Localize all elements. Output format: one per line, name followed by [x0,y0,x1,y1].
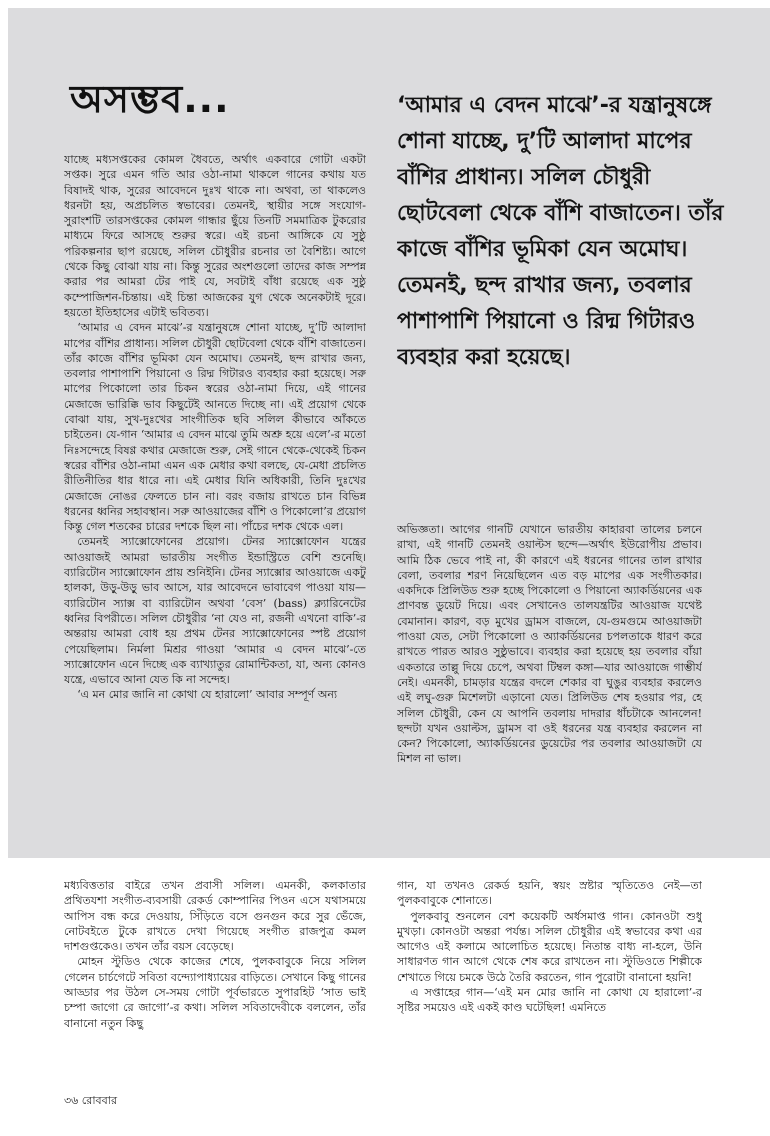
page-folio: ৩৬ রোববার [64,1094,117,1107]
paragraph: যাচ্ছে মধ্যসপ্তকের কোমল ধৈবতে, অর্থাৎ একবারে গোটা একটা সপ্তক। সুরে এমন গতি আর ওঠা-নামা থাকলে গানের কথায় যত বিষাদই থাক, সুরের আবেদনে দুঃখ থাকে না। অথবা, তা থাকলেও ধরনটা হয়, অপ্রচলিত স্বভাবের। তেমনই, স্থায়ীর সঙ্গে সংযোগ-সুরাংশটি তারসপ্তকের কোমল গান্ধার ছুঁয়ে তিনটি সমমাত্রিক টুকরোর মাধ্যমে ফিরে আসছে শুরুর স্বরে। এই রচনা আঙ্গিকে যে সুষ্ঠু পরিকল্পনার ছাপ রয়েছে, সলিল চৌধুরীর রচনার তা বৈশিষ্ট্য। আগে থেকে কিছু বোঝা যায় না। কিন্তু সুরের অংশগুলো তাদের কাজ সম্পন্ন করার পর আমরা টের পাই যে, সবটাই বাঁধা রয়েছে এক সুষ্ঠু কম্পোজিশন-চিন্তায়। এই চিন্তা আজকের যুগ থেকে অনেকটাই দূরে। হয়তো ইতিহাসের এটাই ভবিতব্য। [64,153,366,319]
right-column-text [397,522,702,847]
paragraph: ‘এ মন মোর জানি না কোথা যে হারালো’ আবার সম্পূর্ণ অন্য [77,688,338,702]
left-column-text [64,152,366,842]
page-heading: অসম্ভব... [70,77,230,121]
paragraph: এ সপ্তাহের গান—‘এই মন মোর জানি না কোথা যে হারালো’-র সৃষ্টির সময়েও এই একই কাণ্ড ঘটেছিল! এমনিতে [397,986,702,1015]
paragraph: পুলকবাবু শুনলেন বেশ কয়েকটি অর্ধসমাপ্ত গান। কোনওটা শুধু মুখড়া। কোনওটা অন্তরা পর্যন্ত। সলিল চৌধুরীর এই স্বভাবের কথা এর আগেও এই কলামে আলোচিত হয়েছে। নিতান্ত বাধ্য না-হলে, উনি সাধারণত গান আগে থেকে শেষ করে রাখতেন না। স্টুডিওতে শিল্পীকে শেখাতে গিয়ে চমকে উঠে তৈরি করতেন, গান পুরোটা বানানো হয়নি! [397,909,702,984]
paragraph: তেমনই স্যাক্সোফোনের প্রয়োগ। টেনর স্যাক্সোফোন যন্ত্রের আওয়াজই আমরা ভারতীয় সংগীত ইন্ডাস্ট্রিতে বেশি শুনেছি। ব্যারিটোন স্যাক্সোফোন প্রায় শুনিইনি। টেনর স্যাক্সোর আওয়াজে একটু হালকা, উড়ু-উড়ু ভাব আসে, যার আবেদনে ভাবাবেগ পাওয়া যায়—ব্যারিটোন স্যাক্স বা ব্যারিটোন অথবা ‘বেস’ (bass) ক্ল্যারিনেটের ধ্বনির বিপরীতে। সলিল চৌধুরীর ‘না যেও না, রজনী এখনো বাকি’-র অন্তরায় আমরা বোধ হয় প্রথম টেনর স্যাক্সোফোনের স্পষ্ট প্রয়োগ পেয়েছিলাম। নির্মলা মিশ্রর গাওয়া ‘আমার এ বেদন মাঝে’-তে স্যাক্সোফোন এনে দিচ্ছে এক ব্যাখ্যাতুর রোমান্টিকতা, যা, অন্য কোনও যন্ত্রে, এভাবে আনা যেত কি না সন্দেহ। [64,535,366,687]
paragraph: মোহন স্টুডিও থেকে কাজের শেষে, পুলকবাবুকে নিয়ে সলিল গেলেন চার্চগেটে সবিতা বন্দ্যোপাধ্যায়ের বাড়িতে। সেখানে কিছু গানের আড্ডার পর উঠল সে-সময় গোটা পূর্বভারতে সুপারহিট ‘সাত ভাই চম্পা জাগো রে জাগো’-র কথা। সলিল সবিতাদেবীকে বললেন, তাঁর বানানো নতুন কিছু [64,955,366,1030]
paragraph: গান, যা তখনও রেকর্ড হয়নি, স্বয়ং স্রষ্টার স্মৃতিতেও নেই—তা পুলকবাবুকে শোনাতে। [397,879,702,908]
paragraph: অভিজ্ঞতা। আগের গানটি যেখানে ভারতীয় কাহারবা তালের চলনে রাখা, এই গানটি তেমনই ওয়াল্টস ছন্দে—অর্থাৎ ইউরোপীয় প্রভাব। আমি ঠিক ভেবে পাই না, কী কারণে এই ধরনের গানের তাল রাখার বেলা, তবলার শরণ নিয়েছিলেন এত বড় মাপের এক সংগীতকার। একদিকে প্রিলিউড শুরু হচ্ছে পিকোলো ও পিয়ানো অ্যাকর্ডিয়নের এক প্রাণবন্ত ডুয়েট দিয়ে। এবং সেখানেও তালযন্ত্রটির আওয়াজ যথেষ্ট বেমানান। কারণ, বড় মুখের ড্রামস বাজলে, যে-গুমগুমে আওয়াজটা পাওয়া যেত, সেটা পিকোলো ও অ্যাকর্ডিয়নের চপলতাকে ধারণ করে রাখতে পারত আরও সুষ্ঠুভাবে। ব্যবহার করা হয়েছে হয় তবলার বাঁয়া একতারে তাল্লু দিয়ে চেপে, অথবা টিম্বল কঙ্গা—যার আওয়াজে গাম্ভীর্য নেই। এমনকী, চামড়ার যন্ত্রের বদলে শেকার বা ঘুঙুর ব্যবহার করলেও এই লঘু-গুরু মিশেলটা এড়ানো যেত। প্রিলিউড শেষ হওয়ার পর, হে সলিল চৌধুরী, কেন যে আপনি তবলায় দাদরার ধাঁচটাকে আনলেন! ছন্দটা যখন ওয়াল্টস, ড্রামস বা ওই ধরনের যন্ত্র ব্যবহার করলেন না কেন? পিকোলো, অ্যাকর্ডিয়নের ডুয়েটের পর তবলার আওয়াজটা যে মিশল না ভাল। [397,523,702,766]
bottom-left-column-text [64,878,366,1078]
paragraph: ‘আমার এ বেদন মাঝে’-র যন্ত্রানুষঙ্গে শোনা যাচ্ছে, দু’টি আলাদা মাপের বাঁশির প্রাধান্য। সলিল চৌধুরী ছোটবেলা থেকে বাঁশি বাজাতেন। তাঁর কাজে বাঁশির ভূমিকা যেন অমোঘ। তেমনই, ছন্দ রাখার জন্য, তবলার পাশাপাশি পিয়ানো ও রিদ্ম গিটারও ব্যবহার করা হয়েছে। সরু মাপের পিকোলো তার চিকন স্বরের ওঠা-নামা দিয়ে, এই গানের মেজাজে ভারিক্কি ভাব কিছুটেই আনতে দিচ্ছে না। এই প্রয়োগ থেকে বোঝা যায়, সুখ-দুঃখের সাংগীতিক ছবি সলিল কীভাবে আঁকতে চাইতেন। যে-গান ‘আমার এ বেদন মাঝে তুমি অশ্রু হয়ে এলে’-র মতো নিঃসন্দেহে বিষণ্ণ কথার মেজাজে শুরু, সেই গানে থেকে-থেকেই চিকন স্বরের বাঁশির ওঠা-নামা এমন এক মেধার কথা বলছে, যে-মেধা প্রচলিত রীতিনীতির ধার ধারে না। এই মেধার যিনি অধিকারী, তিনি দুঃখের মেজাজে নোঙর ফেলতে চান না। বরং বজায় রাখতে চান বিভিন্ন ধরনের ধ্বনির সহাবস্থান। সরু আওয়াজের বাঁশি ও পিকোলো’র প্রয়োগ কিন্তু গেল শতকের চারের দশকে ছিল না। পাঁচের দশক থেকে এল। [64,321,366,534]
paragraph: মধ্যবিত্ততার বাইরে তখন প্রবাসী সলিল। এমনকী, কলকাতার প্রথিতযশা সংগীত-ব্যবসায়ী রেকর্ড কোম্পানির পিওন এসে যথাসময়ে আপিস বন্ধ করে দেওয়ায়, সিঁড়িতে বসে গুনগুন করে সুর ভেঁজে, নোটবইতে টুকে রাখতে দেখা গিয়েছে সংগীত রাজপুত্র কমল দাশগুপ্তকেও। তখন তাঁর বয়স বেড়েছে। [64,879,366,954]
pull-quote: ‘আমার এ বেদন মাঝে’-র যন্ত্রানুষঙ্গে শোনা যাচ্ছে, দু’টি আলাদা মাপের বাঁশির প্রাধান্য। সলিল চৌধুরী ছোটবেলা থেকে বাঁশি বাজাতেন। তাঁর কাজে বাঁশির ভূমিকা যেন অমোঘ। তেমনই, ছন্দ রাখার জন্য, তবলার পাশাপাশি পিয়ানো ও রিদ্ম গিটারও ব্যবহার করা হয়েছে। [397,93,724,370]
bottom-right-column-text [397,878,702,1078]
